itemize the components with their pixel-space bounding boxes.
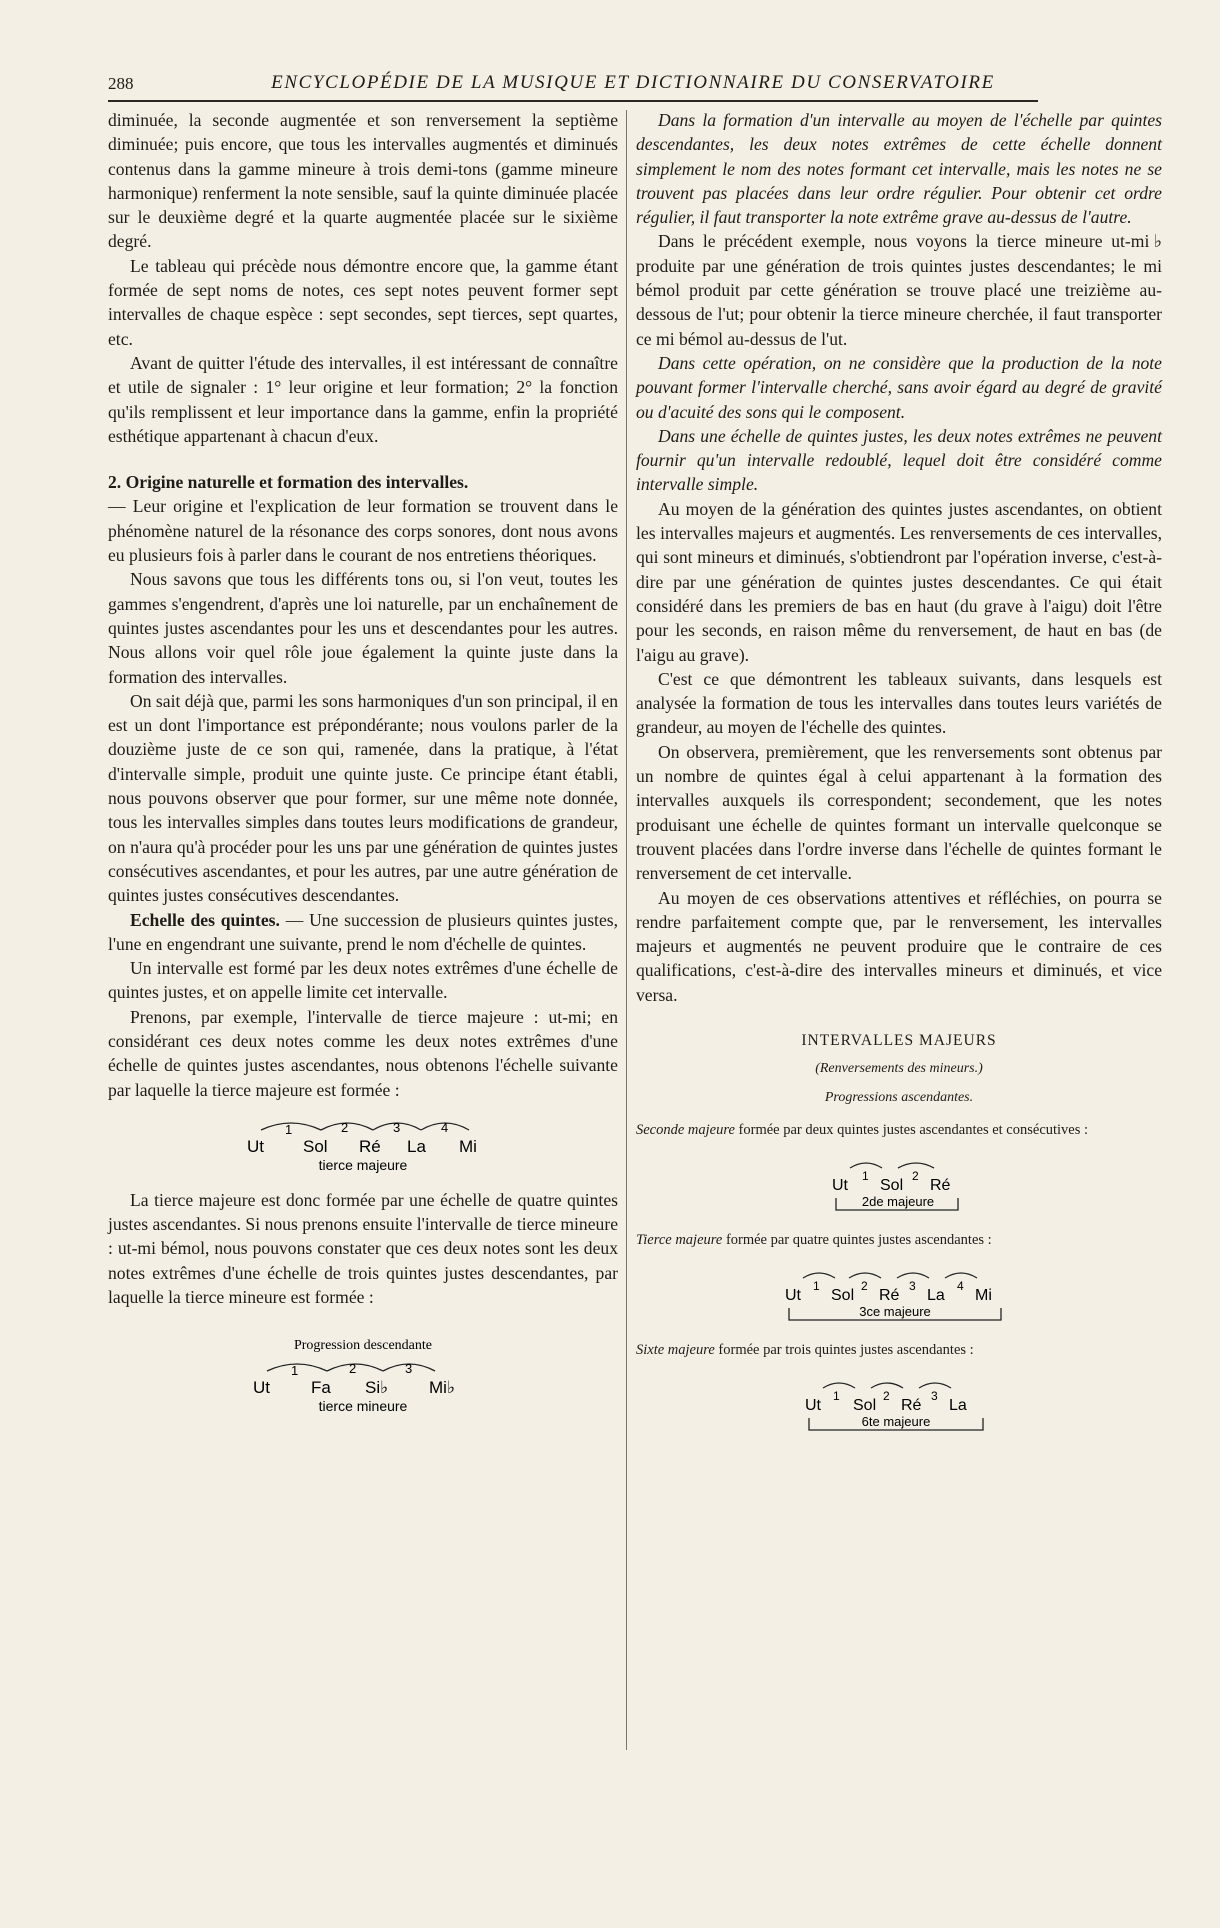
step-number: 3 [909, 1278, 916, 1293]
diagram-caption: tierce mineure [318, 1398, 408, 1415]
example-line [636, 1120, 1162, 1140]
paragraph: Au moyen de ces observations attentives et réfléchies, on pourra se rendre parfaitement compte que, par le renversement, les intervalles majeurs et augmentés ne peuvent produire que le contraire de ces qualifications, c'est-à-dire des intervalles mineurs et diminués, et vice versa. [636, 887, 1162, 1005]
step-number: 4 [441, 1119, 449, 1135]
running-title: ENCYCLOPÉDIE DE LA MUSIQUE ET DICTIONNAIRE DU CONSERVATOIRE [271, 72, 995, 93]
note-name: Sol [831, 1286, 855, 1304]
step-number: 2 [861, 1278, 868, 1293]
interval-svg [779, 1260, 1019, 1322]
note-name: Ré [901, 1396, 922, 1414]
table-subheading: Progressions ascendantes. [824, 1089, 974, 1105]
fifths-scale-diagram-ascending [108, 1112, 618, 1174]
interval-example-diagram [636, 1260, 1162, 1322]
note-name: La [927, 1286, 945, 1304]
paragraph: Au moyen de la génération des quintes justes ascendantes, on obtient les intervalles majeurs et augmentés. Les renversements de ces intervalles, qui sont mineurs et diminués, s'obtiendront par l'opération inverse, c'est-à-dire par une génération de quintes justes descendantes. Ce qui était considéré dans les premiers de bas en haut (du grave à l'aigu) doit l'être pour les seconds, en raison même du renversement, de haut en bas (de l'aigu au grave). [636, 498, 1162, 665]
interval-caption: 3ce majeure [859, 1303, 931, 1319]
interval-caption: 2de majeure [861, 1193, 935, 1209]
fifths-scale-diagram-descending [108, 1335, 618, 1415]
interval-svg [799, 1370, 999, 1432]
paragraph: Dans une échelle de quintes justes, les deux notes extrêmes ne peuvent fournir qu'un intervalle redoublé, lequel doit être considéré comme intervalle simple. [636, 425, 1162, 495]
diagram-title: Progression descendante [293, 1338, 433, 1354]
note-name: Ut [253, 1378, 270, 1398]
interval-svg [824, 1150, 974, 1212]
interval-name: Seconde majeure [636, 1121, 735, 1138]
example-text: formée par trois quintes justes ascendantes : [714, 1341, 974, 1358]
note-name: Ré [930, 1176, 951, 1194]
paragraph [108, 908, 618, 957]
paragraph: Le tableau qui précède nous démontre encore que, la gamme étant formée de sept noms de notes, ces sept notes peuvent former sept intervalles de chaque espèce : sept secondes, sept tierces, sept quartes, etc. [108, 255, 618, 349]
term-bold: Echelle des quintes. [130, 909, 280, 930]
diagram-caption: tierce majeure [318, 1156, 408, 1173]
step-number: 4 [957, 1278, 964, 1293]
step-number: 2 [883, 1388, 890, 1403]
paragraph: diminuée, la seconde augmentée et son renversement la septième diminuée; puis encore, que tous les intervalles augmentés et diminués contenus dans la gamme mineure à trois demi-tons (gamme mineure harmonique) renferment la note sensible, sauf la quinte diminuée placée sur le deuxième degré et la quarte augmentée placée sur le sixième degré. [108, 110, 618, 252]
example-line [636, 1340, 1162, 1360]
paragraph: Dans cette opération, on ne considère que la production de la note pouvant former l'intervalle cherché, sans avoir égard au degré de gravité ou d'acuité des sons qui le composent. [636, 352, 1162, 422]
note-name: Mi [459, 1136, 477, 1156]
note-name: Mi♭ [429, 1378, 455, 1398]
page-number: 288 [108, 74, 134, 93]
note-name: Ut [832, 1176, 848, 1194]
step-number: 3 [393, 1119, 401, 1135]
note-name: Sol [880, 1176, 904, 1194]
step-number: 1 [291, 1363, 299, 1379]
note-name: Mi [975, 1286, 992, 1304]
paragraph: Dans la formation d'un intervalle au moyen de l'échelle par quintes descendantes, les deux notes extrêmes de cette échelle donnent simplement le nom des notes formant cet intervalle, mais les notes ne se trouvent pas placées dans leur ordre régulier. Pour obtenir cet ordre régulier, il faut transporter la note extrême grave au-dessus de l'autre. [636, 110, 1162, 228]
note-name: Ré [359, 1136, 381, 1156]
example-text: formée par quatre quintes justes ascendantes : [722, 1231, 992, 1248]
note-name: La [949, 1396, 967, 1414]
section-title-text: 2. Origine naturelle et formation des intervalles. [108, 472, 469, 493]
note-name: La [407, 1136, 426, 1156]
fifth-arc [871, 1383, 903, 1388]
step-number: 1 [862, 1168, 869, 1183]
interval-caption: 6te majeure [861, 1413, 931, 1429]
interval-name: Sixte majeure [636, 1341, 715, 1358]
note-name: Ut [805, 1396, 821, 1414]
paragraph-text: — Une succession de plusieurs quintes justes, l'une en engendrant une suivante, prend le nom d'échelle de quintes. [108, 909, 618, 954]
step-number: 3 [931, 1388, 938, 1403]
example-text: formée par deux quintes justes ascendantes et consécutives : [734, 1121, 1089, 1138]
step-number: 1 [833, 1388, 840, 1403]
note-name: Ut [247, 1136, 264, 1156]
fifth-arc [849, 1273, 881, 1278]
paragraph: On observera, premièrement, que les renversements sont obtenus par un nombre de quintes égal à celui appartenant à la formation des intervalles auxquels ils correspondent; secondement, que les notes produisant une échelle de quintes formant un intervalle quelconque se trouvent placées dans l'ordre inverse dans l'échelle de quintes formant le renversement de cet intervalle. [636, 741, 1162, 884]
table-heading: INTERVALLES MAJEURS [801, 1031, 997, 1049]
paragraph: Un intervalle est formé par les deux notes extrêmes d'une échelle de quintes justes, et on appelle limite cet intervalle. [108, 958, 618, 1003]
page-header [108, 70, 1038, 102]
section-title [108, 470, 618, 494]
paragraph: La tierce majeure est donc formée par une échelle de quatre quintes justes ascendantes. Si nous prenons ensuite l'intervalle de tierce mineure : ut-mi bémol, nous pouvons constater que ces deux notes sont les deux notes extrêmes d'une échelle de trois quintes justes descendantes, par laquelle la tierce mineure est formée : [108, 1189, 618, 1308]
step-number: 1 [285, 1121, 293, 1137]
left-column [108, 108, 618, 1429]
note-name: Ut [785, 1286, 801, 1304]
note-name: Sol [303, 1136, 328, 1156]
fifth-arc [897, 1273, 929, 1278]
fifths-scale-svg [243, 1335, 483, 1415]
fifths-scale-svg [233, 1112, 493, 1174]
fifth-arc [898, 1163, 934, 1168]
column-divider [626, 110, 627, 1750]
note-name: Si♭ [365, 1378, 389, 1398]
fifth-arc [803, 1273, 835, 1278]
paragraph: On sait déjà que, parmi les sons harmoniques d'un son principal, il en est un dont l'importance est prépondérante; nous voulons parler de la douzième juste de ce son qui, ramenée, dans la pratique, à l'état d'intervalle simple, produit une quinte juste. Ce principe étant établi, nous pouvons observer que pour former, sur une même note donnée, tous les intervalles simples dans toutes leurs modifications de grandeur, on n'aura qu'à procéder pour les uns par une génération de quintes justes consécutives ascendantes, et pour les autres, par une autre génération de quintes justes consécutives descendantes. [108, 690, 618, 906]
step-number: 2 [912, 1168, 919, 1183]
paragraph: Avant de quitter l'étude des intervalles, il est intéressant de connaître et utile de signaler : 1° leur origine et leur formation; 2° la fonction qu'ils remplissent et leur importance dans la gamme, enfin la propriété esthétique appartenant à chacun d'eux. [108, 352, 618, 446]
table-subheading: (Renversements des mineurs.) [815, 1061, 983, 1077]
interval-example-diagram [636, 1150, 1162, 1212]
paragraph: C'est ce que démontrent les tableaux suivants, dans lesquels est analysée la formation de tous les intervalles dans toutes leurs variétés de grandeur, au moyen de l'échelle des quintes. [636, 668, 1162, 738]
note-name: Ré [879, 1286, 900, 1304]
right-column [636, 108, 1162, 1446]
interval-name: Tierce majeure [636, 1231, 723, 1248]
step-number: 3 [405, 1361, 413, 1377]
example-line [636, 1230, 1162, 1250]
step-number: 2 [341, 1119, 349, 1135]
paragraph: Dans le précédent exemple, nous voyons la tierce mineure ut-mi♭ produite par une génération de trois quintes justes descendantes; le mi bémol produit par cette génération se trouve placé une treizième au-dessous de l'ut; pour obtenir la tierce mineure cherchée, il faut transporter ce mi bémol au-dessus de l'ut. [636, 231, 1162, 349]
paragraph: Nous savons que tous les différents tons ou, si l'on veut, toutes les gammes s'engendrent, d'après une loi naturelle, par un enchaînement de quintes justes ascendantes pour les uns et descendantes pour les autres. Nous allons voir quel rôle joue également la quinte juste dans la formation des intervalles. [108, 569, 618, 687]
interval-example-diagram [636, 1370, 1162, 1432]
paragraph: — Leur origine et l'explication de leur formation se trouvent dans le phénomène naturel de la résonance des corps sonores, dont nous avons eu plusieurs fois à parler dans le courant de nos entretiens théoriques. [108, 496, 618, 566]
fifth-arc [850, 1163, 882, 1168]
note-name: Sol [853, 1396, 877, 1414]
step-number: 1 [813, 1278, 820, 1293]
fifth-arc [919, 1383, 951, 1388]
step-number: 2 [349, 1361, 357, 1377]
paragraph: Prenons, par exemple, l'intervalle de tierce majeure : ut-mi; en considérant ces deux notes comme les deux notes extrêmes d'une échelle de quintes justes ascendantes, nous obtenons l'échelle suivante par laquelle la tierce majeure est formée : [108, 1006, 618, 1100]
fifth-arc [945, 1273, 977, 1278]
fifth-arc [823, 1383, 855, 1388]
note-name: Fa [311, 1378, 331, 1398]
